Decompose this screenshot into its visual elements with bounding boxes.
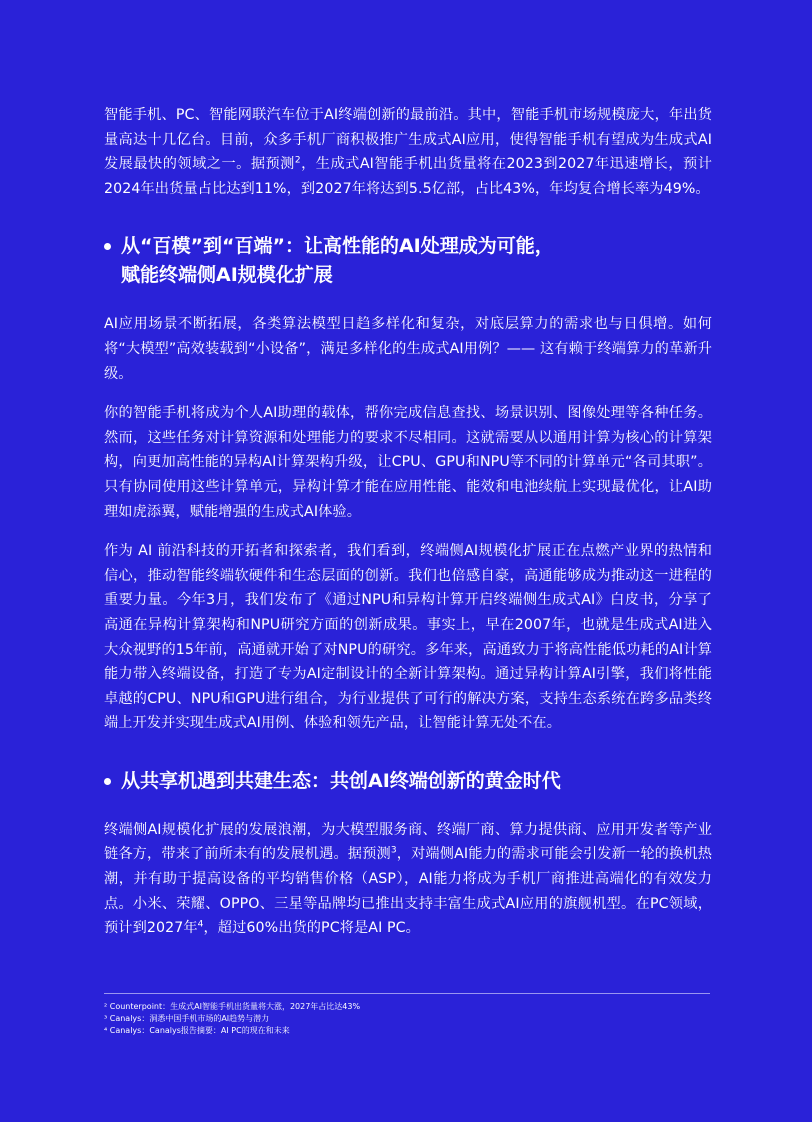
footnote-4: ⁴ Canalys：Canalys报告摘要：AI PC的现在和未来 bbox=[104, 1026, 290, 1035]
footnote-divider bbox=[104, 993, 710, 994]
section1-paragraph-3: 作为 AI 前沿科技的开拓者和探索者，我们看到，终端侧AI规模化扩展正在点燃产业界的热情和信心，推动智能终端软硬件和生态层面的创新。我们也倍感自豪，高通能够成为推动这一进程的重要力量。今年3月，我们发布了《通过NPU和异构计算开启终端侧生成式AI》白皮书，分享了高通在异构计算架构和NPU研究方面的创新成果。事实上，早在2007年，也就是生成式AI进入大众视野的15年前，高通就开始了对NPU的研究。多年来，高通致力于将高性能低功耗的AI计算能力带入终端设备，打造了专为AI定制设计的全新计算架构。通过异构计算AI引擎，我们将性能卓越的CPU、NPU和GPU进行组合，为行业提供了可行的解决方案，支持生态系统在跨多品类终端上开发并实现生成式AI用例、体验和领先产品，让智能计算无处不在。 bbox=[104, 543, 712, 732]
section2-paragraph-1: 终端侧AI规模化扩展的发展浪潮，为大模型服务商、终端厂商、算力提供商、应用开发者等产业链各方，带来了前所未有的发展机遇。据预测$^3$，对端侧AI能力的需求可能会引发新一轮的换机热潮，并有助于提高设备的平均销售价格（ASP），AI能力将成为手机厂商推进高端化的有效发力点。小米、荣耀、OPPO、三星等品牌均已推出支持丰富生成式AI应用的旗舰机型。在PC领域，预计到2027年$^4$，超过60%出货的PC将是AI PC。 bbox=[104, 821, 712, 937]
section1-paragraph-2: 你的智能手机将成为个人AI助理的载体，帮你完成信息查找、场景识别、图像处理等各种任务。然而，这些任务对计算资源和处理能力的要求不尽相同。这就需要从以通用计算为核心的计算架构，向更加高性能的异构AI计算架构升级，让CPU、GPU和NPU等不同的计算单元“各司其职”。只有协同使用这些计算单元，异构计算才能在应用性能、能效和电池续航上实现最优化，让AI助理如虎添翼，赋能增强的生成式AI体验。 bbox=[104, 405, 712, 520]
footnotes bbox=[104, 1001, 710, 1037]
article-body bbox=[104, 103, 712, 956]
section-heading-1-line-1: 从“百模”到“百端”：让高性能的AI处理成为可能， bbox=[121, 235, 554, 258]
section-heading-1-line-2: 赋能终端侧AI规模化扩展 bbox=[121, 264, 333, 287]
footnote-ref-3: 3 bbox=[390, 845, 397, 856]
intro-paragraph: 智能手机、PC、智能网联汽车位于AI终端创新的最前沿。其中，智能手机市场规模庞大，年出货量高达十几亿台。目前，众多手机厂商积极推广生成式AI应用，使得智能手机有望成为生成式AI发展最快的领域之一。据预测$^2$，生成式AI智能手机出货量将在2023到2027年迅速增长，预计2024年出货量占比达到11%，到2027年将达到5.5亿部，占比43%，年均复合增长率为49%。 bbox=[104, 107, 712, 197]
section-heading-2: 从共享机遇到共建生态：共创AI终端创新的黄金时代 bbox=[104, 767, 712, 796]
footnote-ref-2: 2 bbox=[294, 155, 301, 166]
bullet-dot-icon bbox=[104, 778, 111, 785]
section-heading-1 bbox=[104, 232, 712, 290]
footnote-3: ³ Canalys：洞悉中国手机市场的AI趋势与潜力 bbox=[104, 1014, 270, 1023]
footnote-ref-4: 4 bbox=[197, 919, 204, 930]
footnote-2: ² Counterpoint：生成式AI智能手机出货量将大涨，2027年占比达43% bbox=[104, 1002, 361, 1011]
section1-paragraph-1: AI应用场景不断拓展，各类算法模型日趋多样化和复杂，对底层算力的需求也与日俱增。如何将“大模型”高效装载到“小设备”，满足多样化的生成式AI用例？—— 这有赖于终端算力的革新升级。 bbox=[104, 316, 712, 382]
bullet-dot-icon bbox=[104, 243, 111, 250]
